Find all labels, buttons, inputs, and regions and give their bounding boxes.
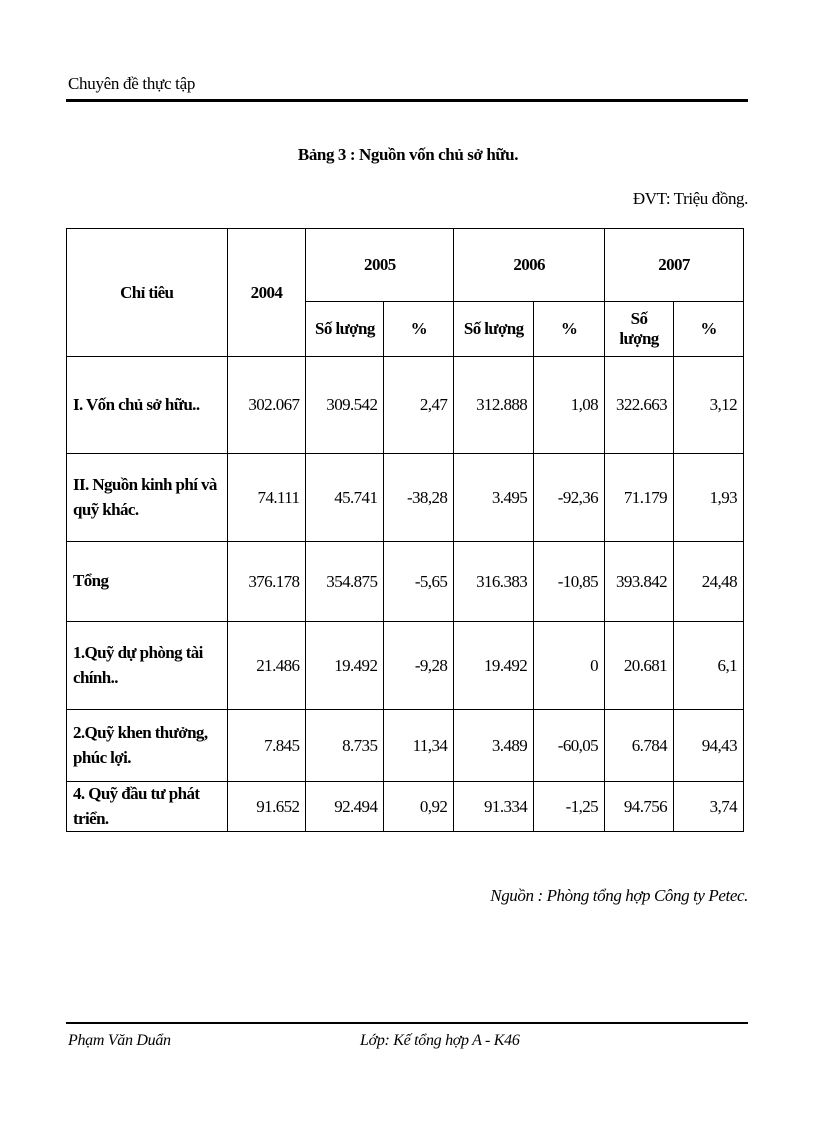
subheader-quantity: Số lượng <box>306 302 384 357</box>
subheader-quantity: Số lượng <box>605 302 674 357</box>
cell-2005-quantity: 8.735 <box>306 710 384 782</box>
table-source-note: Nguồn : Phòng tổng hợp Công ty Petec. <box>490 886 748 905</box>
header-year-2007: 2007 <box>605 229 744 302</box>
cell-2007-quantity: 20.681 <box>605 622 674 710</box>
row-label: 2.Quỹ khen thưởng, phúc lợi. <box>67 710 228 782</box>
row-label: I. Vốn chủ sở hữu.. <box>67 357 228 454</box>
footer-divider <box>66 1022 748 1024</box>
cell-2006-quantity: 91.334 <box>454 782 534 832</box>
cell-2007-quantity: 6.784 <box>605 710 674 782</box>
cell-2005-percent: -5,65 <box>384 542 454 622</box>
cell-2005-percent: 0,92 <box>384 782 454 832</box>
cell-2006-percent: -60,05 <box>534 710 605 782</box>
cell-2005-percent: 11,34 <box>384 710 454 782</box>
cell-2007-percent: 3,74 <box>674 782 744 832</box>
cell-2007-percent: 94,43 <box>674 710 744 782</box>
cell-2005-quantity: 92.494 <box>306 782 384 832</box>
cell-2006-percent: -1,25 <box>534 782 605 832</box>
table-row <box>67 542 744 622</box>
row-label: 1.Quỹ dự phòng tài chính.. <box>67 622 228 710</box>
cell-2005-percent: -9,28 <box>384 622 454 710</box>
footer-author: Phạm Văn Duẩn <box>68 1032 171 1049</box>
cell-2005-quantity: 19.492 <box>306 622 384 710</box>
cell-2006-quantity: 3.489 <box>454 710 534 782</box>
row-label: 4. Quỹ đầu tư phát triển. <box>67 782 228 832</box>
cell-2005-percent: 2,47 <box>384 357 454 454</box>
cell-2007-quantity: 94.756 <box>605 782 674 832</box>
table-row <box>67 357 744 454</box>
cell-2005-percent: -38,28 <box>384 454 454 542</box>
cell-2005-quantity: 309.542 <box>306 357 384 454</box>
subheader-percent: % <box>534 302 605 357</box>
cell-2007-quantity: 322.663 <box>605 357 674 454</box>
unit-label: ĐVT: Triệu đồng. <box>632 189 748 208</box>
cell-2004: 91.652 <box>227 782 306 832</box>
subheader-percent: % <box>674 302 744 357</box>
cell-2004: 376.178 <box>227 542 306 622</box>
table-title: Bảng 3 : Nguồn vốn chủ sở hữu. <box>297 145 519 164</box>
cell-2007-percent: 24,48 <box>674 542 744 622</box>
row-label: II. Nguồn kinh phí và quỹ khác. <box>67 454 228 542</box>
cell-2006-quantity: 312.888 <box>454 357 534 454</box>
subheader-percent: % <box>384 302 454 357</box>
cell-2004: 7.845 <box>227 710 306 782</box>
cell-2004: 21.486 <box>227 622 306 710</box>
page-header: Chuyên đề thực tập <box>68 74 196 93</box>
cell-2006-percent: -92,36 <box>534 454 605 542</box>
cell-2006-percent: 0 <box>534 622 605 710</box>
cell-2007-quantity: 71.179 <box>605 454 674 542</box>
cell-2007-percent: 1,93 <box>674 454 744 542</box>
cell-2004: 302.067 <box>227 357 306 454</box>
cell-2006-quantity: 3.495 <box>454 454 534 542</box>
subheader-quantity: Số lượng <box>454 302 534 357</box>
table-row <box>67 454 744 542</box>
footer-class: Lớp: Kế tổng hợp A - K46 <box>360 1032 520 1049</box>
header-year-2004: 2004 <box>227 229 306 357</box>
cell-2005-quantity: 45.741 <box>306 454 384 542</box>
cell-2007-quantity: 393.842 <box>605 542 674 622</box>
table-row <box>67 622 744 710</box>
cell-2006-quantity: 316.383 <box>454 542 534 622</box>
header-indicator: Chỉ tiêu <box>67 229 228 357</box>
table-header-row <box>67 229 744 302</box>
cell-2006-percent: -10,85 <box>534 542 605 622</box>
header-divider <box>66 99 748 102</box>
header-year-2006: 2006 <box>454 229 605 302</box>
row-label: Tổng <box>67 542 228 622</box>
table-row <box>67 710 744 782</box>
table-row <box>67 782 744 832</box>
cell-2005-quantity: 354.875 <box>306 542 384 622</box>
cell-2007-percent: 3,12 <box>674 357 744 454</box>
equity-table <box>66 228 744 832</box>
cell-2006-quantity: 19.492 <box>454 622 534 710</box>
cell-2007-percent: 6,1 <box>674 622 744 710</box>
header-year-2005: 2005 <box>306 229 454 302</box>
cell-2004: 74.111 <box>227 454 306 542</box>
cell-2006-percent: 1,08 <box>534 357 605 454</box>
